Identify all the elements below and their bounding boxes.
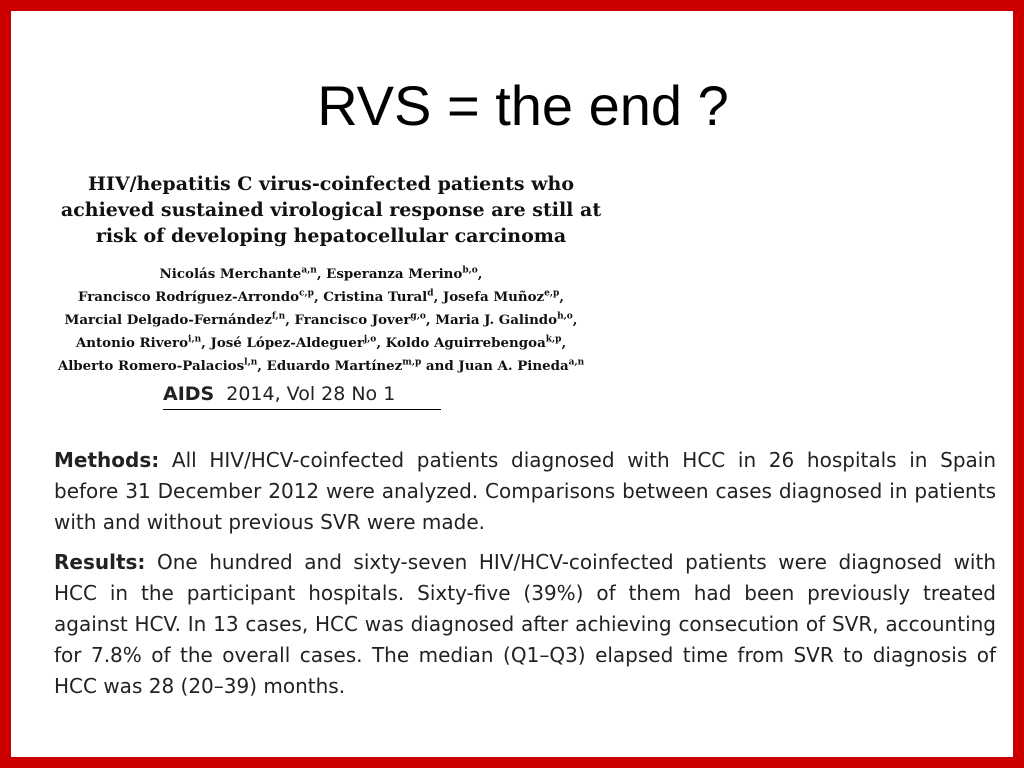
author-affiliation: a,n [568,357,585,368]
journal-volume: 2014, Vol 28 No 1 [226,383,396,405]
author-name: Cristina Tural [323,289,428,305]
author-affiliation: j,o [363,334,377,345]
abstract-results [54,547,996,702]
author-name: Eduardo Martínez [266,358,403,374]
journal-name: AIDS [163,383,215,405]
methods-text: All HIV/HCV-coinfected patients diagnosed with HCC in 26 hospitals in Spain before 31 December 2012 were analyzed. Comparisons between cases diagnosed in patients with and without previous SVR were made. [54,448,997,534]
author-affiliation: k,p [545,334,562,345]
author-affiliation: g,o [410,311,426,322]
author-name: Francisco Jover [294,312,411,328]
author-name: Esperanza Merino [326,266,463,282]
author-affiliation: c,p [299,288,314,299]
author-affiliation: e,p [544,288,560,299]
author-affiliation: a,n [301,265,317,276]
author-affiliation: l,n [244,357,258,368]
author-name: Antonio Rivero [75,335,189,351]
results-label: Results: [54,550,146,574]
author-name: Juan A. Pineda [458,358,569,374]
author-affiliation: h,o [557,311,573,322]
author-name: Koldo Aguirrebengoa [385,335,546,351]
author-list: Nicolás Merchante$^{a,n}$, Esperanza Merino$^{b,o}$, Francisco Rodríguez-Arrondo$^{c,p}$, Cristina Tural$^d$, Josefa Muñoz$^{e,p}$, Marcial Delgado-Fernández$^{f,n}$, Francisco Jover$^{g,o}$, Maria J. Galindo$^{h,o}$, Antonio Rivero$^{i,n}$, José López-Aldeguer$^{j,o}$, Koldo Aguirrebengoa$^{k,p}$, Alberto Romero-Palacios$^{l,n}$, Eduardo Martínez$^{m,p}$ and Juan A. Pineda$^{a,n}$ [57,265,585,374]
author-affiliation: f,n [271,311,286,322]
author-name: Josefa Muñoz [442,289,545,305]
slide-title: RVS = the end ? [317,74,729,137]
author-name: Francisco Rodríguez-Arrondo [77,289,300,305]
author-name: José López-Aldeguer [210,335,364,351]
methods-label: Methods: [54,448,160,472]
author-name: Nicolás Merchante [159,266,302,282]
author-name: Marcial Delgado-Fernández [64,312,272,328]
author-affiliation: i,n [188,334,202,345]
paper-title: HIV/hepatitis C virus-coinfected patients who achieved sustained virological response are still at risk of developing hepatocellular carcinoma [60,173,602,247]
results-text: One hundred and sixty-seven HIV/HCV-coinfected patients were diagnosed with HCC in the participant hospitals. Sixty-five (39%) of them had been previously treated against HCV. In 13 cases, HCC was diagnosed after achieving consecution of SVR, accounting for 7.8% of the overall cases. The median (Q1–Q3) elapsed time from SVR to diagnosis of HCC was 28 (20–39) months. [54,550,996,698]
author-name: Maria J. Galindo [435,312,558,328]
author-affiliation: m,p [402,357,422,368]
author-affiliation: b,o [462,265,478,276]
author-name: Alberto Romero-Palacios [57,358,245,374]
abstract-methods [54,445,996,538]
journal-citation [163,381,441,410]
author-affiliation: d [427,288,434,299]
